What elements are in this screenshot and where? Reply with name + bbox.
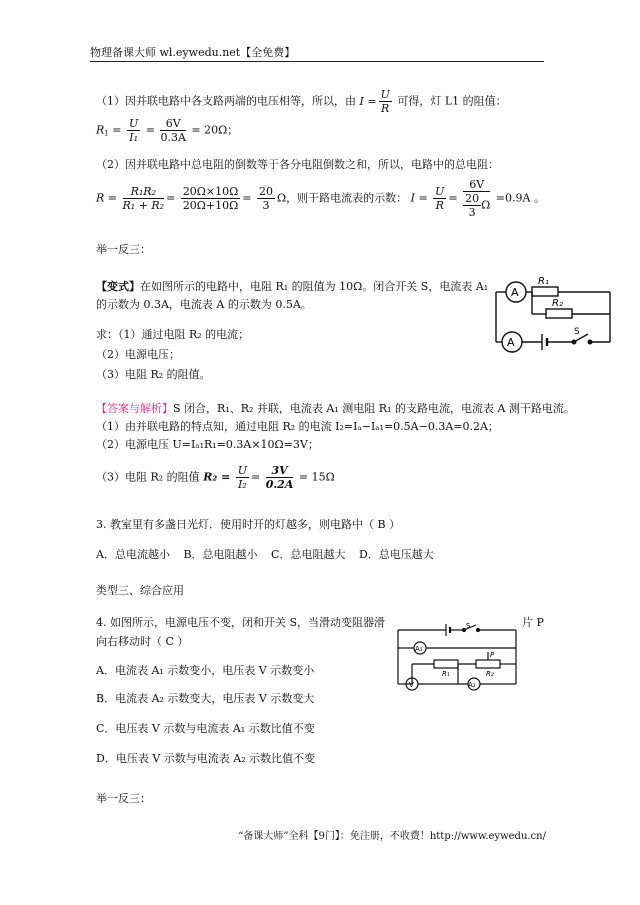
formula-num: U [380,88,390,101]
circuit1-switch-label: S [574,327,580,337]
circuit1-ammeter-a-label: A [507,336,515,349]
solution-p2-calc: R = $\frac{\text{R₁R₂}}{\text{R₁ + R₂}}$ = $\frac{20\Omega\times 10\Omega}{20\Omega+10\Omega}$ = $\frac{20}{3}$ Ω，则干路电流表的示数： I = $\frac{U}{R}$ = 6V $\frac{20}{3}$ Ω =0.9A 。 [96,178,545,219]
q4-option-d: D．电压表 V 示数与电流表 A₂ 示数比值不变 [96,752,316,765]
type3-title: 类型三、综合应用 [96,584,184,597]
variant-line2: 的示数为 0.3A，电流表 A 的示数为 0.5A。 [96,298,312,311]
q4-option-a: A．电流表 A₁ 示数变小，电压表 V 示数变小 [96,664,315,677]
q4-stem1-tail: 片 P [522,616,544,629]
p2-unit: Ω [276,191,287,205]
q3-option-c: C．总电阻越大 [271,548,346,561]
circuit1-ammeter-a1-label: A [511,286,519,299]
circuit1-r1-label: R₁ [538,276,549,287]
formula-den: R [381,102,390,115]
formula-ohm [359,88,394,115]
solution-p1-text: （1）因并联电路中各支路两端的电压相等，所以，由 [96,94,356,108]
p2-den5a: 20 [465,192,480,205]
p2-den2: 20Ω+10Ω [182,199,239,212]
answer-a3-den2: 0.2A [265,478,294,491]
circuit2-switch-label: S [466,622,471,630]
answer-a2: （2）电源电压 U=Iₐ₁R₁=0.3A×10Ω=3V； [96,438,319,451]
p2-result: =0.9A 。 [495,191,545,205]
p2-i: I = [410,191,428,205]
q3-stem: 3. 教室里有多盏日光灯．使用时开的灯越多，则电路中（ B ） [96,518,401,531]
circuit2-a1-label: A₁ [415,645,423,653]
q4-option-b: B．电流表 A₂ 示数变大，电压表 V 示数变大 [96,692,315,705]
circuit1-r2-label: R₂ [552,298,563,309]
q3-option-a: A．总电流越小 [96,548,170,561]
answer-a3-result: = 15Ω [298,470,335,484]
solution-p1 [96,88,507,115]
answer-text1: S 闭合，R₁、R₂ 并联，电流表 A₁ 测电阻 R₁ 的支路电流，电流表 A 测干路电流。 [173,402,575,415]
calc-num1: U [128,117,139,130]
calc-eq2: = [145,123,155,137]
variant-q1: 求：（1）通过电阻 R₂ 的电流； [96,328,250,341]
page-footer: “备课大师”全科【9门】：免注册，不收费！http://www.eywedu.cn/ [238,831,546,842]
solution-p2-text: （2）因并联电路中总电阻的倒数等于各分电阻倒数之和，所以，电路中的总电阻： [96,158,499,171]
calc-r: R [96,123,105,137]
p2-num1: R₁R₂ [123,185,165,199]
circuit-diagram-2 [394,622,524,694]
circuit-diagram-1 [492,272,622,360]
formula-lhs: I = [359,94,377,108]
circuit2-r2-label: R₂ [486,670,494,678]
calc-den2: 0.3A [160,131,186,144]
variant-q3: （3）电阻 R₂ 的阻值。 [96,368,211,381]
circuit2-v-label: V [409,681,414,689]
solution-p1-calc [96,117,238,144]
calc-r-sub: 1 [104,129,109,138]
answer-label: 【答案与解析】 [96,402,173,415]
p2-num3: 20 [258,185,273,198]
circuit2-p-label: P [490,651,495,659]
section-title-1: 举一反三： [96,243,151,256]
answer-a3-num2: 3V [266,464,294,478]
calc-num2: 6V [160,117,185,131]
q3-option-b: B．总电阻越小 [183,548,258,561]
q4-stem2: 向右移动时（ C ） [96,635,189,648]
answer-a3-pre: （3）电阻 R₂ 的阻值 [96,470,200,484]
answer-line1 [96,400,575,416]
variant-line1 [96,278,488,294]
answer-a1: （1）由并联电路的特点知，通过电阻 R₂ 的电流 I₂=Iₐ−Iₐ₁=0.5A−0.3A=0.2A； [96,420,499,433]
answer-a3-den1: I₂ [237,478,247,491]
p2-num2: 20Ω×10Ω [182,185,239,198]
variant-q2: （2）电源电压； [96,348,180,361]
calc-den1: I₁ [129,131,138,144]
solution-p1-text2: 可得，灯 L1 的阻值： [397,94,507,108]
p2-den5u: Ω [481,198,491,212]
p2-den5b: 3 [468,206,476,219]
page-header: 物理备课大师 wl.eywedu.net【全免费】 [90,46,296,59]
header-rule [90,61,544,62]
variant-label: 【变式】 [96,280,140,293]
answer-a3-num1: U [237,464,247,477]
p2-num5: 6V [463,178,490,192]
calc-result: = 20Ω； [191,123,239,137]
circuit2-r1-label: R₁ [442,670,450,678]
variant-text1: 在如图所示的电路中，电阻 R₁ 的阻值为 10Ω。闭合开关 S，电流表 A₁ [140,280,489,293]
p2-den3: 3 [262,199,270,212]
p2-num4: U [435,185,445,198]
answer-a3: （3）电阻 R₂ 的阻值 R₂ = $\frac{U}{\text{I₂}}$ = $\frac{3V}{0.2A}$ = 15Ω [96,464,335,491]
calc-eq: = [112,123,122,137]
p2-r: R = [96,191,117,205]
section-title-2: 举一反三： [96,792,151,805]
q4-stem1: 4. 如图所示，电源电压不变，闭和开关 S，当滑动变阻器滑 [96,616,386,629]
q3-options [96,546,434,562]
p2-den4: R [435,199,444,212]
p2-text2: ，则干路电流表的示数： [286,191,408,205]
q3-option-d: D．总电压越大 [358,548,434,561]
circuit2-a2-label: A₂ [468,681,476,689]
q4-option-c: C．电压表 V 示数与电流表 A₁ 示数比值不变 [96,722,315,735]
p2-den1: R₁ + R₂ [122,199,165,212]
answer-a3-r: R₂ = [203,470,231,484]
